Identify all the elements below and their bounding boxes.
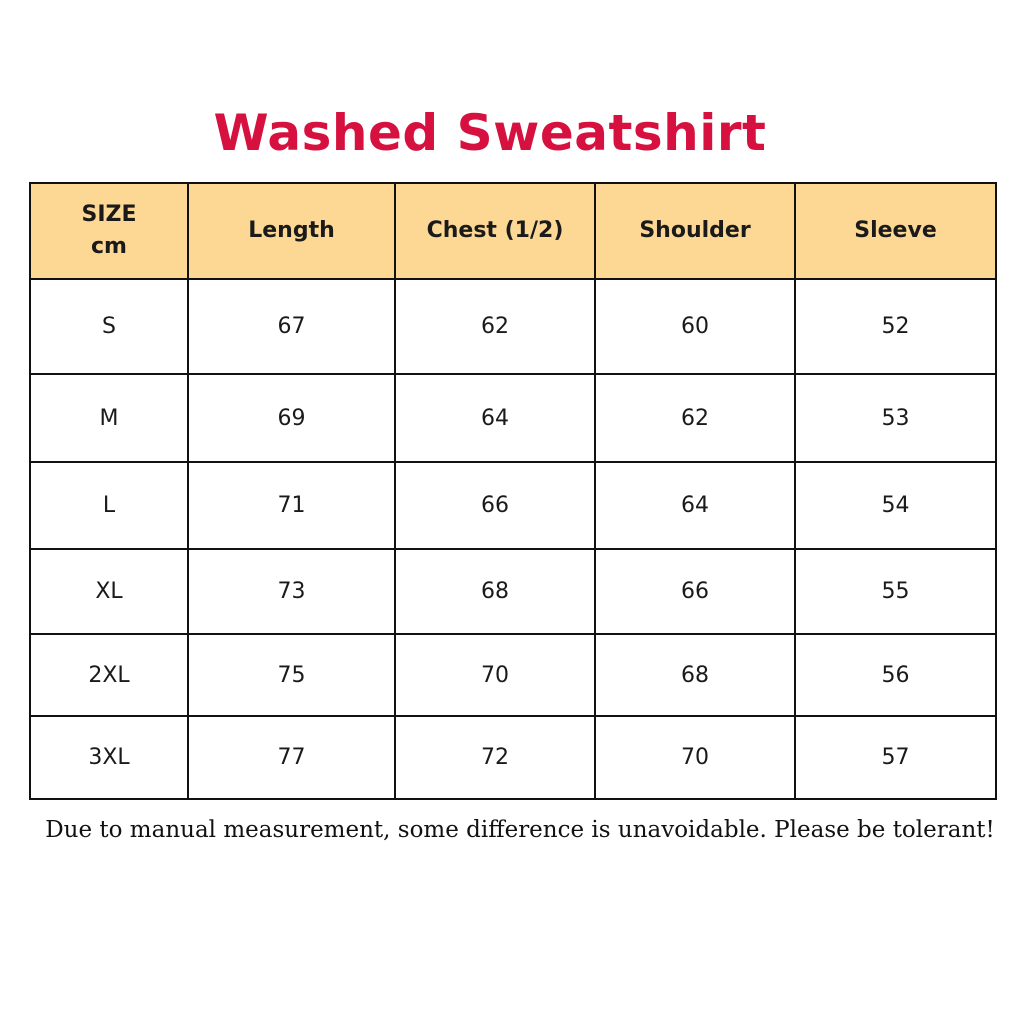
cell-sleeve: 53 bbox=[795, 374, 996, 462]
cell-size: 2XL bbox=[30, 634, 188, 716]
header-shoulder-label: Shoulder bbox=[639, 218, 751, 243]
cell-chest: 66 bbox=[395, 462, 595, 549]
table-row bbox=[30, 634, 996, 716]
header-sleeve bbox=[795, 183, 996, 279]
cell-sleeve: 52 bbox=[795, 279, 996, 374]
cell-size: M bbox=[30, 374, 188, 462]
table-header-row bbox=[30, 183, 996, 279]
cell-chest: 68 bbox=[395, 549, 595, 634]
cell-shoulder: 66 bbox=[595, 549, 795, 634]
cell-size: XL bbox=[30, 549, 188, 634]
header-size bbox=[30, 183, 188, 279]
measurement-note: Due to manual measurement, some difference is unavoidable. Please be tolerant! bbox=[45, 817, 995, 843]
table-row bbox=[30, 462, 996, 549]
header-chest-label: Chest (1/2) bbox=[426, 218, 564, 243]
cell-shoulder: 62 bbox=[595, 374, 795, 462]
table-row bbox=[30, 549, 996, 634]
header-size-label: SIZE bbox=[81, 202, 137, 227]
cell-shoulder: 70 bbox=[595, 716, 795, 799]
table-row bbox=[30, 374, 996, 462]
page-title: Washed Sweatshirt bbox=[213, 104, 767, 162]
cell-length: 75 bbox=[188, 634, 395, 716]
header-length-label: Length bbox=[248, 218, 335, 243]
header-chest bbox=[395, 183, 595, 279]
cell-sleeve: 55 bbox=[795, 549, 996, 634]
cell-chest: 72 bbox=[395, 716, 595, 799]
cell-shoulder: 60 bbox=[595, 279, 795, 374]
cell-size: L bbox=[30, 462, 188, 549]
cell-shoulder: 68 bbox=[595, 634, 795, 716]
cell-size: 3XL bbox=[30, 716, 188, 799]
cell-sleeve: 54 bbox=[795, 462, 996, 549]
cell-length: 77 bbox=[188, 716, 395, 799]
header-shoulder bbox=[595, 183, 795, 279]
cell-chest: 70 bbox=[395, 634, 595, 716]
header-size-unit: cm bbox=[91, 234, 127, 259]
cell-length: 71 bbox=[188, 462, 395, 549]
cell-size: S bbox=[30, 279, 188, 374]
size-chart-table bbox=[29, 182, 997, 800]
cell-sleeve: 56 bbox=[795, 634, 996, 716]
header-sleeve-label: Sleeve bbox=[854, 218, 937, 243]
header-length bbox=[188, 183, 395, 279]
table-row bbox=[30, 279, 996, 374]
cell-length: 69 bbox=[188, 374, 395, 462]
cell-length: 67 bbox=[188, 279, 395, 374]
table-row bbox=[30, 716, 996, 799]
cell-chest: 62 bbox=[395, 279, 595, 374]
cell-sleeve: 57 bbox=[795, 716, 996, 799]
cell-chest: 64 bbox=[395, 374, 595, 462]
cell-shoulder: 64 bbox=[595, 462, 795, 549]
cell-length: 73 bbox=[188, 549, 395, 634]
